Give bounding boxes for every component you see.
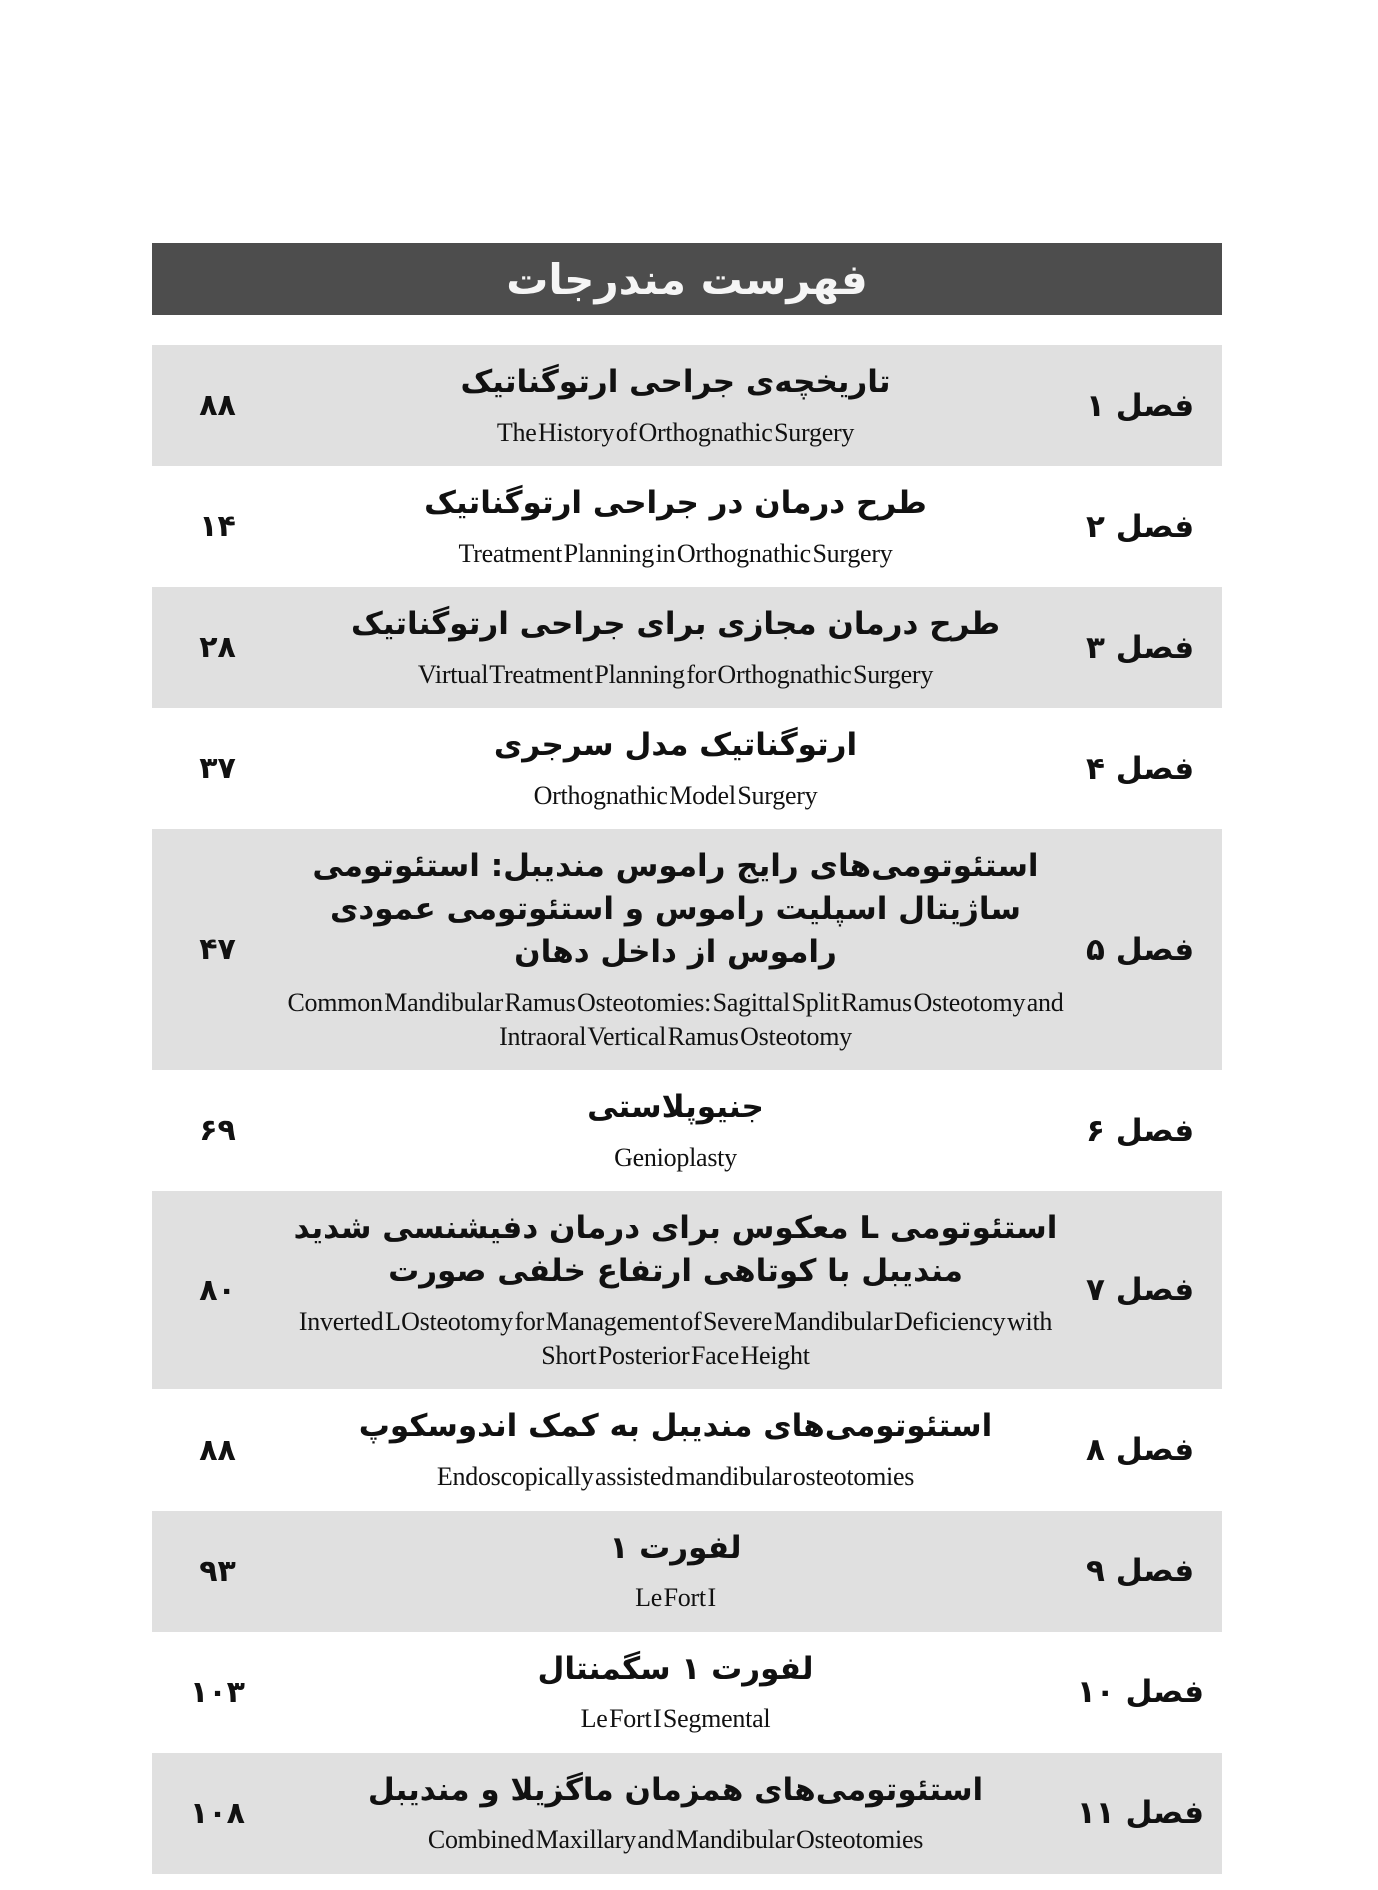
page-title: فهرست مندرجات bbox=[506, 255, 868, 304]
chapter-titles bbox=[265, 1207, 1086, 1373]
chapter-number-label: فصل ۱ bbox=[1086, 387, 1195, 424]
toc-row bbox=[152, 1191, 1222, 1389]
toc-content bbox=[152, 243, 1222, 1874]
chapter-title-persian: ارتوگناتیک مدل سرجری bbox=[493, 727, 858, 764]
chapter-title-english: Combined Maxillary and Mandibular Osteotomies bbox=[427, 1825, 924, 1855]
chapter-title-persian: طرح درمان در جراحی ارتوگناتیک bbox=[424, 485, 927, 522]
toc-row bbox=[152, 829, 1222, 1070]
chapter-page-number: ۲۸ bbox=[199, 630, 236, 666]
chapter-titles bbox=[265, 724, 1086, 813]
chapter-title-english: Orthognathic Model Surgery bbox=[533, 781, 818, 810]
chapter-title-english: Le Fort I bbox=[635, 1583, 716, 1613]
chapter-page-number: ۱۰۸ bbox=[190, 1795, 245, 1831]
chapter-titles bbox=[265, 1769, 1086, 1858]
toc-row bbox=[152, 1632, 1222, 1753]
chapter-number-label: فصل ۹ bbox=[1086, 1553, 1195, 1590]
toc-row bbox=[152, 1511, 1222, 1632]
chapter-number-label: فصل ۶ bbox=[1086, 1112, 1195, 1149]
toc-row bbox=[152, 587, 1222, 708]
chapter-page-number: ۱۴ bbox=[199, 509, 236, 545]
chapter-number-label: فصل ۸ bbox=[1086, 1432, 1195, 1468]
chapter-titles bbox=[265, 1648, 1086, 1737]
chapter-number-label: فصل ۷ bbox=[1086, 1272, 1195, 1309]
toc-row bbox=[152, 466, 1222, 587]
chapter-title-english: Endoscopically assisted mandibular osteotomies bbox=[436, 1462, 915, 1492]
toc-row bbox=[152, 1070, 1222, 1191]
chapter-title-persian: طرح درمان مجازی برای جراحی ارتوگناتیک bbox=[350, 606, 1001, 643]
chapter-title-english: The History of Orthognathic Surgery bbox=[496, 417, 855, 447]
chapter-title-english: Le Fort I Segmental bbox=[580, 1704, 771, 1734]
chapter-page-number: ۸۸ bbox=[199, 388, 236, 424]
chapter-title-persian: جنیوپلاستی bbox=[587, 1089, 764, 1126]
chapter-page-number: ۹۳ bbox=[199, 1553, 236, 1589]
chapter-page-number: ۸۸ bbox=[199, 1432, 236, 1468]
toc-row bbox=[152, 345, 1222, 466]
chapter-page-number: ۸۰ bbox=[199, 1272, 236, 1308]
chapter-number-label: فصل ۲ bbox=[1086, 508, 1195, 545]
chapter-number-label: فصل ۵ bbox=[1086, 931, 1195, 968]
chapter-title-persian: تاریخچه‌ی جراحی ارتوگناتیک bbox=[460, 364, 891, 400]
chapter-number-label: فصل ۳ bbox=[1086, 629, 1195, 666]
chapter-page-number: ۴۷ bbox=[199, 932, 236, 968]
chapter-page-number: ۶۹ bbox=[199, 1113, 236, 1149]
toc-row bbox=[152, 1753, 1222, 1874]
chapter-title-persian: استئوتومی L معکوس برای درمان دفیشنسی شدید مندیبل با کوتاهی ارتفاع خلفی صورت bbox=[293, 1210, 1058, 1290]
chapter-title-persian: استئوتومی‌های مندیبل به کمک اندوسکوپ bbox=[358, 1408, 993, 1445]
chapter-titles bbox=[265, 845, 1086, 1054]
chapter-page-number: ۳۷ bbox=[199, 751, 236, 787]
chapter-title-english: Genioplasty bbox=[614, 1143, 737, 1172]
chapter-title-persian: استئوتومی‌های همزمان ماگزیلا و مندیبل bbox=[367, 1771, 984, 1808]
chapter-title-english: Common Mandibular Ramus Osteotomies: Sagittal Split Ramus Osteotomy and Intraoral Vertical Ramus Osteotomy bbox=[287, 987, 1064, 1051]
chapter-title-english: Treatment Planning in Orthognathic Surgery bbox=[458, 538, 893, 568]
chapter-titles bbox=[265, 1527, 1086, 1616]
chapter-number-label: فصل ۴ bbox=[1086, 750, 1195, 787]
chapter-titles bbox=[265, 1405, 1086, 1494]
toc-header-bar bbox=[152, 243, 1222, 315]
chapter-title-persian: لفورت ۱ سگمنتال bbox=[537, 1650, 814, 1687]
chapter-titles bbox=[265, 482, 1086, 571]
chapter-title-english: Inverted L Osteotomy for Management of Severe Mandibular Deficiency with Short Posterior Face Height bbox=[298, 1306, 1053, 1371]
chapter-title-persian: استئوتومی‌های رایج راموس مندیبل: استئوتومی ساژیتال اسپلیت راموس و استئوتومی عمودی راموس از داخل دهان bbox=[312, 848, 1039, 970]
toc-list bbox=[152, 345, 1222, 1874]
chapter-title-persian: لفورت ۱ bbox=[609, 1529, 742, 1566]
chapter-titles bbox=[265, 603, 1086, 692]
toc-row bbox=[152, 1389, 1222, 1510]
chapter-title-english: Virtual Treatment Planning for Orthognathic Surgery bbox=[417, 659, 934, 689]
chapter-number-label: فصل ۱۰ bbox=[1076, 1674, 1204, 1711]
chapter-number-label: فصل ۱۱ bbox=[1076, 1795, 1204, 1832]
chapter-titles bbox=[265, 361, 1086, 450]
chapter-titles bbox=[265, 1086, 1086, 1175]
toc-row bbox=[152, 708, 1222, 829]
chapter-page-number: ۱۰۳ bbox=[190, 1674, 245, 1710]
